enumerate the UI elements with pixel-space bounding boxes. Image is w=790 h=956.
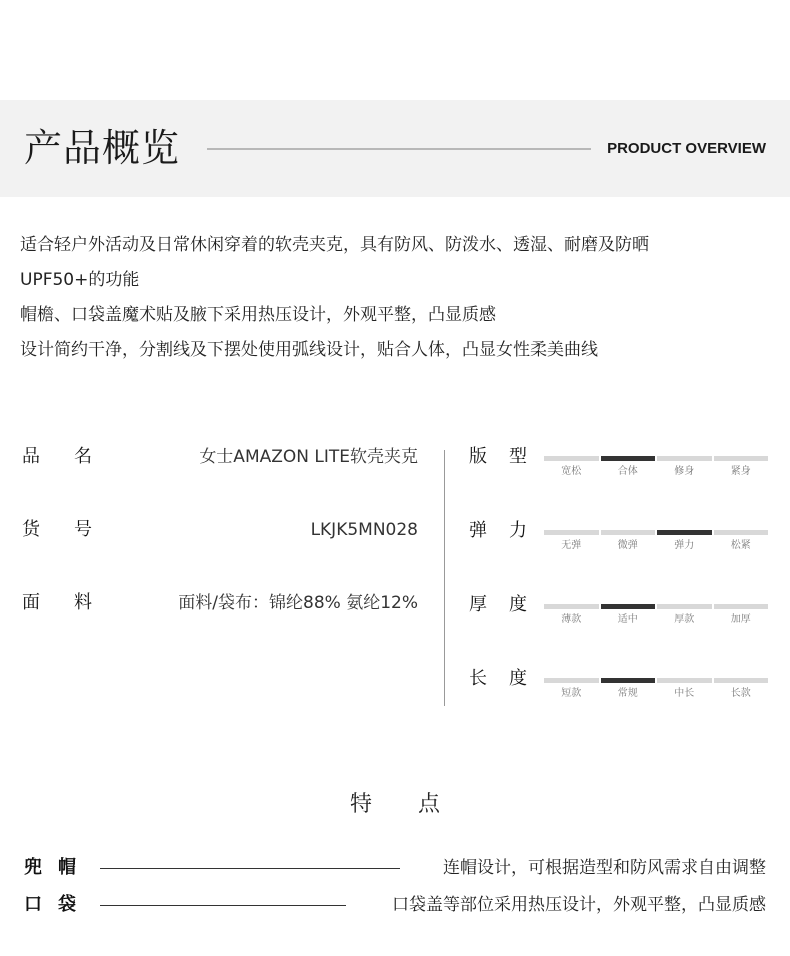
rating-bar	[714, 678, 769, 683]
rating-option-label: 厚款	[674, 614, 695, 625]
rating-bar	[544, 604, 599, 609]
rating-option-label: 长款	[730, 688, 751, 699]
rating-scale	[544, 530, 768, 552]
rating-label-char: 型	[509, 446, 527, 467]
rating-bar	[544, 678, 599, 683]
spec-value-material: 面料/袋布：锦纶88% 氨纶12%	[178, 593, 418, 613]
spec-row-material	[22, 586, 418, 659]
feature-label	[24, 892, 76, 918]
rating-option-label: 薄款	[561, 614, 582, 625]
rating-bar	[714, 604, 769, 609]
spec-label-char: 料	[74, 592, 92, 613]
spec-row-sku	[22, 513, 418, 586]
rating-label	[469, 446, 527, 468]
rating-option	[544, 604, 599, 626]
rating-bar	[657, 678, 712, 683]
rating-label-char: 力	[509, 520, 527, 541]
rating-option-label: 紧身	[730, 466, 751, 477]
rating-option	[601, 678, 656, 700]
rating-option	[714, 678, 769, 700]
rating-option-label: 合体	[617, 466, 638, 477]
rating-option-label: 弹力	[674, 540, 695, 551]
feature-row-hood	[24, 855, 766, 881]
features-title-char: 点	[418, 792, 441, 817]
spec-value-name: 女士AMAZON LITE软壳夹克	[199, 447, 418, 467]
rating-option	[544, 456, 599, 478]
rating-option-label: 修身	[674, 466, 695, 477]
rating-option	[714, 604, 769, 626]
rating-option	[657, 530, 712, 552]
rating-option-label: 宽松	[561, 466, 582, 477]
rating-option-label: 常规	[617, 688, 638, 699]
description-line: UPF50+的功能	[20, 270, 140, 290]
attribute-ratings	[469, 440, 769, 736]
rating-row	[469, 588, 769, 662]
features-title-char: 特	[349, 792, 372, 817]
spec-label-char: 号	[74, 519, 92, 540]
feature-leader-line	[100, 868, 400, 869]
rating-option-label: 微弹	[617, 540, 638, 551]
rating-option	[601, 456, 656, 478]
rating-row	[469, 514, 769, 588]
rating-label	[469, 594, 527, 616]
feature-text: 口袋盖等部位采用热压设计，外观平整，凸显质感	[392, 895, 766, 915]
rating-option-label: 无弹	[561, 540, 582, 551]
rating-bar	[657, 604, 712, 609]
feature-label-char: 兜	[24, 857, 42, 878]
rating-label	[469, 668, 527, 690]
feature-row-pocket	[24, 892, 766, 918]
feature-label	[24, 855, 76, 881]
spec-label	[22, 446, 92, 468]
rating-row	[469, 440, 769, 514]
rating-option	[544, 678, 599, 700]
rating-label-char: 厚	[469, 594, 487, 615]
spec-label-char: 名	[74, 446, 92, 467]
feature-label-char: 袋	[58, 894, 76, 915]
overview-title: 产品概览	[24, 126, 181, 170]
rating-option	[601, 604, 656, 626]
rating-label-char: 度	[509, 594, 527, 615]
rating-bar	[544, 530, 599, 535]
rating-option	[601, 530, 656, 552]
rating-scale	[544, 604, 768, 626]
features-title	[0, 790, 790, 820]
header-divider	[207, 148, 591, 150]
rating-label-char: 长	[469, 668, 487, 689]
rating-option	[544, 530, 599, 552]
rating-bar-selected	[657, 530, 712, 535]
rating-bar-selected	[601, 604, 656, 609]
rating-bar	[544, 456, 599, 461]
description-line: 帽檐、口袋盖魔术贴及腋下采用热压设计，外观平整，凸显质感	[20, 305, 496, 325]
feature-leader-line	[100, 905, 346, 906]
rating-bar-selected	[601, 678, 656, 683]
rating-bar-selected	[601, 456, 656, 461]
rating-option	[657, 604, 712, 626]
rating-option	[714, 530, 769, 552]
rating-option-label: 短款	[561, 688, 582, 699]
rating-bar	[601, 530, 656, 535]
product-description	[20, 228, 770, 368]
spec-divider	[444, 450, 445, 706]
rating-label	[469, 520, 527, 542]
rating-option-label: 松紧	[730, 540, 751, 551]
feature-label-char: 口	[24, 894, 42, 915]
feature-label-char: 帽	[58, 857, 76, 878]
rating-option	[657, 456, 712, 478]
rating-scale	[544, 678, 768, 700]
rating-scale	[544, 456, 768, 478]
rating-bar	[714, 530, 769, 535]
overview-subtitle-en: PRODUCT OVERVIEW	[607, 140, 766, 157]
rating-option	[714, 456, 769, 478]
rating-label-char: 版	[469, 446, 487, 467]
rating-option	[657, 678, 712, 700]
rating-bar	[714, 456, 769, 461]
spec-value-sku: LKJK5MN028	[310, 520, 418, 540]
spec-table	[22, 440, 418, 659]
rating-option-label: 加厚	[730, 614, 751, 625]
rating-label-char: 度	[509, 668, 527, 689]
rating-row	[469, 662, 769, 736]
rating-bar	[657, 456, 712, 461]
feature-text: 连帽设计，可根据造型和防风需求自由调整	[443, 858, 766, 878]
overview-header	[0, 100, 790, 197]
spec-row-name	[22, 440, 418, 513]
spec-label-char: 品	[22, 446, 40, 467]
spec-label	[22, 519, 92, 541]
rating-option-label: 中长	[674, 688, 695, 699]
description-line: 设计简约干净，分割线及下摆处使用弧线设计，贴合人体，凸显女性柔美曲线	[20, 340, 598, 360]
rating-option-label: 适中	[617, 614, 638, 625]
rating-label-char: 弹	[469, 520, 487, 541]
spec-label	[22, 592, 92, 614]
spec-label-char: 货	[22, 519, 40, 540]
spec-label-char: 面	[22, 592, 40, 613]
description-line: 适合轻户外活动及日常休闲穿着的软壳夹克，具有防风、防泼水、透湿、耐磨及防晒	[20, 235, 649, 255]
